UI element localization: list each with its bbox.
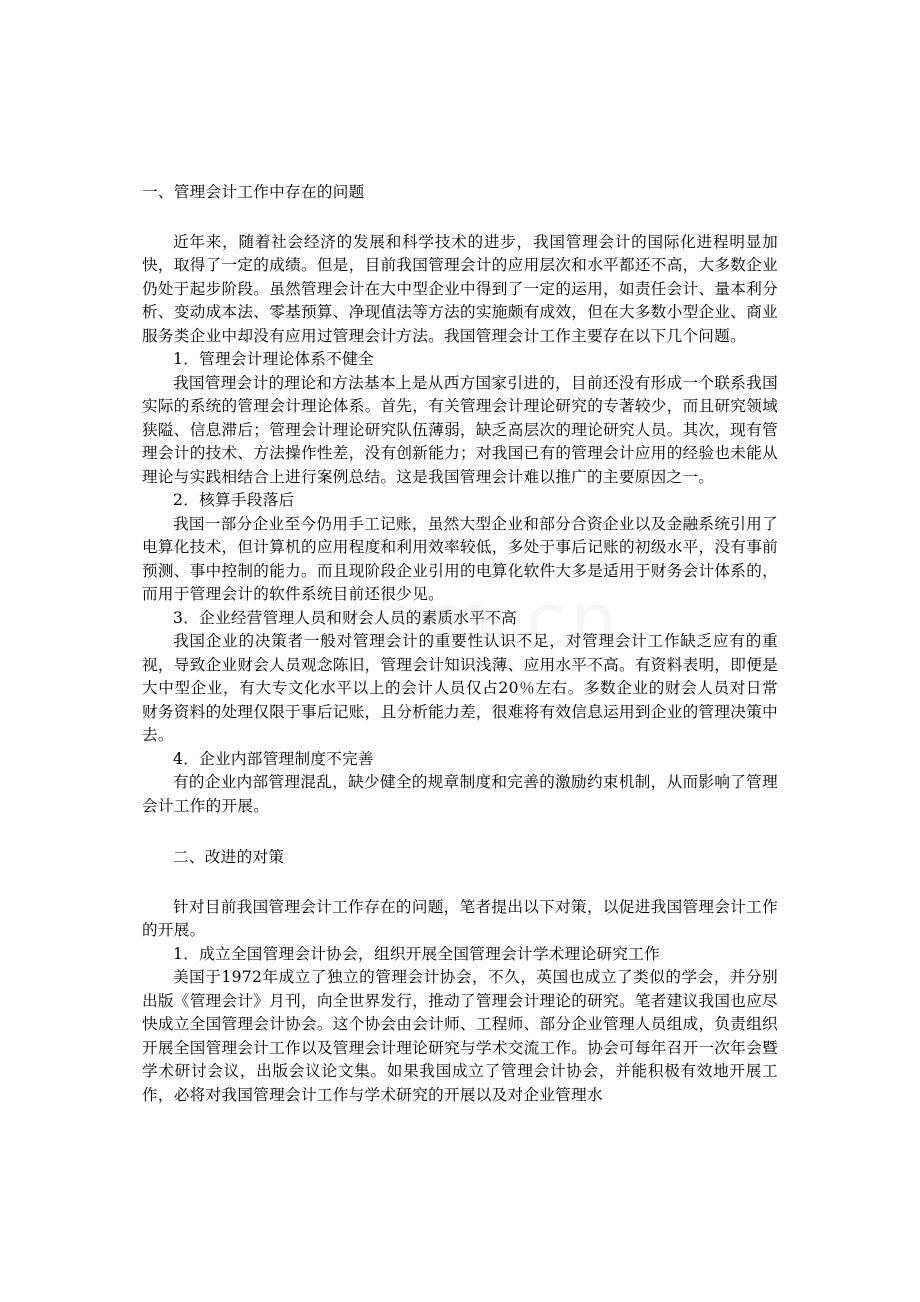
item-title-1-1: 1．管理会计理论体系不健全 (173, 350, 374, 368)
item-body-1-3: 我国企业的决策者一般对管理会计的重要性认识不足，对管理会计工作缺乏应有的重视，导致企业财会人员观念陈旧，管理会计知识浅薄、应用水平不高。有资料表明，即便是大中型企业，有大专文化水平以上的会计人员仅占20％左右。多数企业的财会人员对日常财务资料的处理仅限于事后记账，且分析能力差，很难将有效信息运用到企业的管理决策中去。 (142, 632, 778, 744)
section-heading-1: 一、管理会计工作中存在的问题 (142, 183, 365, 201)
item-title-1-2: 2．核算手段落后 (173, 491, 295, 509)
section-intro-1: 近年来，随着社会经济的发展和科学技术的进步，我国管理会计的国际化进程明显加快，取得了一定的成绩。但是，目前我国管理会计的应用层次和水平都还不高，大多数企业仍处于起步阶段。虽然管理会计在大中型企业中得到了一定的运用，如责任会计、量本利分析、变动成本法、零基预算、净现值法等方法的实施颇有成效，但在大多数小型企业、商业服务类企业中却没有应用过管理会计方法。我国管理会计工作主要存在以下几个问题。 (142, 232, 778, 345)
section-intro-2: 针对目前我国管理会计工作存在的问题，笔者提出以下对策，以促进我国管理会计工作的开展。 (142, 897, 778, 939)
item-body-2-1: 美国于1972年成立了独立的管理会计协会，不久，英国也成立了类似的学会，并分别出版《管理会计》月刊，向全世界发行，推动了管理会计理论的研究。笔者建议我国也应尽快成立全国管理会计协会。这个协会由会计师、工程师、部分企业管理人员组成，负责组织开展全国管理会计工作以及管理会计理论研究与学术交流工作。协会可每年召开一次年会暨学术研讨会议，出版会议论文集。如果我国成立了管理会计协会，并能积极有效地开展工作，必将对我国管理会计工作与学术研究的开展以及对企业管理水 (142, 968, 778, 1104)
item-body-1-2: 我国一部分企业至今仍用手工记账，虽然大型企业和部分合资企业以及金融系统引用了电算化技术，但计算机的应用程度和利用效率较低，多处于事后记账的初级水平，没有事前预测、事中控制的能力。而且现阶段企业引用的电算化软件大多是适用于财务会计体系的，而用于管理会计的软件系统目前还很少见。 (142, 514, 778, 603)
item-title-1-4: 4．企业内部管理制度不完善 (173, 749, 374, 768)
item-body-1-4: 有的企业内部管理混乱，缺少健全的规章制度和完善的激励约束机制，从而影响了管理会计工作的开展。 (142, 773, 778, 815)
item-body-1-1: 我国管理会计的理论和方法基本上是从西方国家引进的，目前还没有形成一个联系我国实际的系统的管理会计理论体系。首先，有关管理会计理论研究的专著较少，而且研究领域狭隘、信息滞后；管理会计理论研究队伍薄弱，缺乏高层次的理论研究人员。其次，现有管理会计的技术、方法操作性差，没有创新能力；对我国已有的管理会计应用的经验也未能从理论与实践相结合上进行案例总结。这是我国管理会计难以推广的主要原因之一。 (142, 373, 778, 486)
section-heading-2: 二、改进的对策 (173, 848, 285, 866)
item-title-1-3: 3．企业经营管理人员和财会人员的素质水平不高 (173, 608, 517, 627)
item-title-2-1: 1．成立全国管理会计协会，组织开展全国管理会计学术理论研究工作 (173, 944, 661, 963)
document-body (142, 181, 778, 1107)
